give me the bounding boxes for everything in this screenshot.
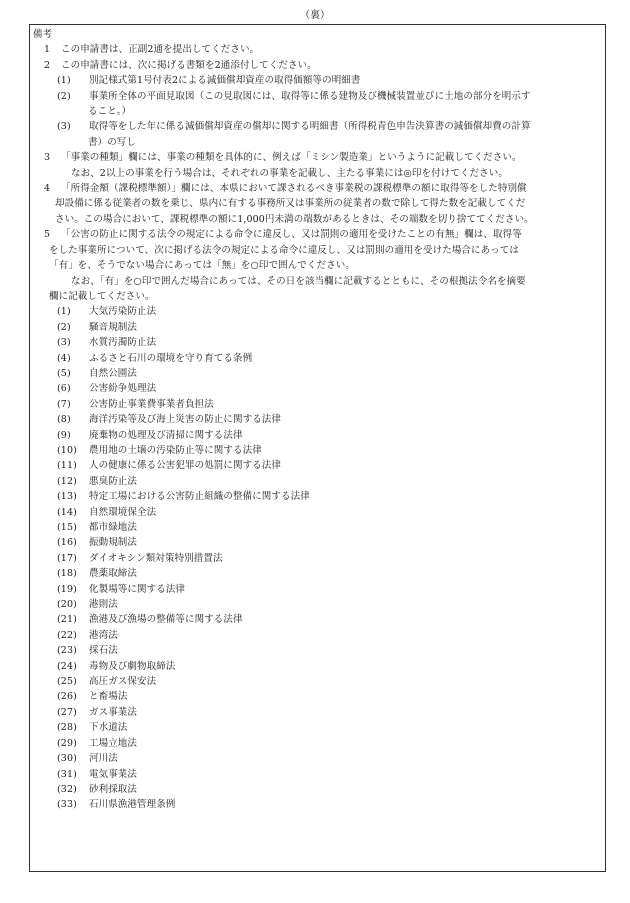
note-item-1 bbox=[33, 42, 601, 57]
notes-content bbox=[33, 27, 601, 813]
note-item-3 bbox=[33, 150, 601, 165]
law-number: (26) bbox=[57, 691, 77, 703]
note-text: この申請書には、次に掲げる書類を2通添付してください。 bbox=[61, 59, 317, 71]
notes-box bbox=[29, 24, 606, 872]
law-name: 港湾法 bbox=[89, 629, 118, 641]
notes-title: 備考 bbox=[33, 29, 53, 40]
law-name: 特定工場における公害防止組織の整備に関する法律 bbox=[89, 491, 310, 503]
law-item-21 bbox=[33, 612, 601, 627]
law-item-29 bbox=[33, 736, 601, 751]
note-item-5-cont-3: なお、「有」を○印で囲んだ場合にあっては、その日を該当欄に記載するとともに、その根拠法令名を摘要 bbox=[71, 275, 526, 287]
law-name: 農薬取締法 bbox=[89, 568, 138, 580]
law-name: 化製場等に関する法律 bbox=[89, 583, 186, 595]
law-number: (19) bbox=[57, 583, 77, 595]
law-number: (15) bbox=[57, 522, 77, 533]
law-item-11 bbox=[33, 458, 601, 473]
law-number: (29) bbox=[57, 737, 77, 749]
law-number: (33) bbox=[57, 799, 77, 811]
law-item-16 bbox=[33, 535, 601, 550]
law-number: (14) bbox=[57, 506, 77, 518]
note-item-5-cont-2: 「有」を、そうでない場合にあっては「無」を○印で囲んでください。 bbox=[49, 260, 355, 272]
law-number: (9) bbox=[57, 429, 71, 441]
law-item-18 bbox=[33, 566, 601, 581]
law-number: (8) bbox=[57, 414, 71, 426]
law-number: (30) bbox=[57, 753, 77, 765]
law-number: (5) bbox=[57, 367, 71, 379]
law-number: (24) bbox=[57, 660, 77, 672]
law-number: (12) bbox=[57, 475, 77, 487]
law-number: (22) bbox=[57, 629, 77, 641]
law-name: 毒物及び劇物取締法 bbox=[89, 660, 176, 672]
law-item-2 bbox=[33, 320, 601, 335]
law-item-33 bbox=[33, 797, 601, 812]
note-item-2-sub-3-cont: 書）の写し bbox=[88, 136, 137, 148]
sub-text: 別記様式第1号付表2による減価償却資産の取得価額等の明細書 bbox=[89, 75, 361, 87]
law-name: 水質汚濁防止法 bbox=[89, 337, 157, 349]
law-name: 公害紛争処理法 bbox=[89, 383, 157, 395]
page-side-label: （裏） bbox=[300, 10, 330, 21]
law-name: ふるさと石川の環境を守り育てる条例 bbox=[89, 352, 253, 364]
law-number: (2) bbox=[57, 321, 71, 333]
law-number: (28) bbox=[57, 722, 77, 734]
note-item-4-cont-1: 却設備に係る従業者の数を乗じ、県内に有する事務所又は事業所の従業者の数で除して得た数を記載してくだ bbox=[55, 198, 526, 210]
law-item-23 bbox=[33, 643, 601, 658]
sub-number: (3) bbox=[57, 121, 71, 133]
law-number: (10) bbox=[57, 444, 77, 456]
law-item-3 bbox=[33, 335, 601, 350]
law-number: (4) bbox=[57, 352, 71, 364]
law-item-20 bbox=[33, 597, 601, 612]
law-number: (17) bbox=[57, 552, 77, 564]
law-number: (7) bbox=[57, 398, 71, 410]
law-name: 石川県漁港管理条例 bbox=[89, 799, 176, 811]
law-name: 騒音規制法 bbox=[89, 321, 138, 333]
law-item-28 bbox=[33, 720, 601, 735]
law-name: 振動規制法 bbox=[89, 537, 138, 549]
note-item-5-cont-4: 欄に記載してください。 bbox=[49, 290, 155, 302]
law-item-17 bbox=[33, 551, 601, 566]
law-item-19 bbox=[33, 582, 601, 597]
sub-number: (1) bbox=[57, 75, 71, 87]
law-number: (16) bbox=[57, 537, 77, 549]
note-item-2-sub-2 bbox=[33, 89, 601, 104]
law-name: 人の健康に係る公害犯罪の処罰に関する法律 bbox=[89, 460, 282, 472]
law-name: 都市緑地法 bbox=[89, 522, 138, 533]
law-name: 悪臭防止法 bbox=[89, 475, 138, 487]
note-item-5 bbox=[33, 227, 601, 242]
note-item-2-sub-3 bbox=[33, 119, 601, 134]
law-name: 下水道法 bbox=[89, 722, 128, 734]
law-name: 農用地の土壌の汚染防止等に関する法律 bbox=[89, 444, 262, 456]
note-item-2 bbox=[33, 58, 601, 73]
law-number: (23) bbox=[57, 645, 77, 657]
law-item-27 bbox=[33, 705, 601, 720]
law-item-7 bbox=[33, 397, 601, 412]
law-number: (27) bbox=[57, 706, 77, 718]
law-name: 電気事業法 bbox=[89, 768, 138, 780]
note-text-line-1: 「所得金額（課税標準額）」欄には、本県において課されるべき事業税の課税標準の額に取得等をした特別償 bbox=[61, 183, 527, 195]
law-number: (20) bbox=[57, 599, 77, 611]
sub-text-line-1: 事業所全体の平面見取図（この見取図には、取得等に係る建物及び機械装置並びに土地の部分を明示す bbox=[89, 90, 531, 102]
law-item-13 bbox=[33, 489, 601, 504]
law-item-32 bbox=[33, 782, 601, 797]
law-item-8 bbox=[33, 412, 601, 427]
note-number: 5 bbox=[44, 229, 51, 241]
law-number: (31) bbox=[57, 768, 77, 780]
sub-number: (2) bbox=[57, 90, 71, 102]
note-number: 1 bbox=[44, 44, 51, 56]
law-name: ダイオキシン類対策特別措置法 bbox=[89, 552, 223, 564]
law-item-4 bbox=[33, 351, 601, 366]
note-text: この申請書は、正副2通を提出してください。 bbox=[61, 44, 260, 56]
note-number: 3 bbox=[44, 152, 51, 164]
law-name: 漁港及び漁場の整備等に関する法律 bbox=[89, 614, 243, 626]
law-item-26 bbox=[33, 689, 601, 704]
note-item-2-sub-1 bbox=[33, 73, 601, 88]
law-name: 海洋汚染等及び海上災害の防止に関する法律 bbox=[89, 414, 282, 426]
law-item-6 bbox=[33, 381, 601, 396]
law-name: と畜場法 bbox=[89, 691, 128, 703]
note-text-line-1: 「公害の防止に関する法令の規定による命令に違反し、又は罰則の適用を受けたことの有無」欄は、取得等 bbox=[61, 229, 522, 241]
law-item-31 bbox=[33, 767, 601, 782]
law-name: 工場立地法 bbox=[89, 737, 138, 749]
law-name: 自然環境保全法 bbox=[89, 506, 157, 518]
law-number: (1) bbox=[57, 306, 71, 318]
law-number: (21) bbox=[57, 614, 77, 626]
law-number: (32) bbox=[57, 783, 77, 795]
law-number: (11) bbox=[57, 460, 77, 472]
law-number: (13) bbox=[57, 491, 77, 503]
law-name: ガス事業法 bbox=[89, 706, 138, 718]
law-number: (25) bbox=[57, 676, 77, 688]
law-name: 高圧ガス保安法 bbox=[89, 676, 157, 688]
law-name: 大気汚染防止法 bbox=[89, 306, 157, 318]
law-name: 採石法 bbox=[89, 645, 118, 657]
law-item-10 bbox=[33, 443, 601, 458]
note-item-4 bbox=[33, 181, 601, 196]
law-name: 自然公園法 bbox=[89, 367, 138, 379]
law-number: (3) bbox=[57, 337, 71, 349]
law-name: 港則法 bbox=[89, 599, 118, 611]
law-name: 河川法 bbox=[89, 753, 118, 765]
law-item-30 bbox=[33, 751, 601, 766]
law-item-24 bbox=[33, 659, 601, 674]
law-item-5 bbox=[33, 366, 601, 381]
law-number: (6) bbox=[57, 383, 71, 395]
note-item-3-cont: なお、2以上の事業を行う場合は、それぞれの事業を記載し、主たる事業には◎印を付けてください。 bbox=[71, 167, 508, 179]
note-number: 4 bbox=[44, 183, 51, 195]
law-item-9 bbox=[33, 428, 601, 443]
law-item-15 bbox=[33, 520, 601, 535]
law-item-1 bbox=[33, 304, 601, 319]
note-number: 2 bbox=[44, 59, 51, 71]
law-number: (18) bbox=[57, 568, 77, 580]
note-item-2-sub-2-cont: ること。） bbox=[88, 106, 132, 118]
law-name: 砂利採取法 bbox=[89, 783, 138, 795]
law-item-25 bbox=[33, 674, 601, 689]
law-list bbox=[33, 304, 601, 812]
note-item-5-cont-1: をした事業所について、次に掲げる法令の規定による命令に違反し、又は罰則の適用を受けた場合にあっては bbox=[49, 244, 519, 256]
law-name: 公害防止事業費事業者負担法 bbox=[89, 398, 214, 410]
law-item-12 bbox=[33, 474, 601, 489]
sub-text-line-1: 取得等をした年に係る減価償却資産の償却に関する明細書（所得税青色申告決算書の減価償却費の計算 bbox=[89, 121, 531, 133]
law-name: 廃棄物の処理及び清掃に関する法律 bbox=[89, 429, 243, 441]
law-item-14 bbox=[33, 505, 601, 520]
law-item-22 bbox=[33, 628, 601, 643]
note-text-line-1: 「事業の種類」欄には、事業の種類を具体的に、例えば「ミシン製造業」というように記載してください。 bbox=[61, 152, 522, 164]
note-item-4-cont-2: さい。この場合において、課税標準の額に1,000円未満の端数があるときは、その端数を切り捨ててください。 bbox=[55, 213, 534, 225]
